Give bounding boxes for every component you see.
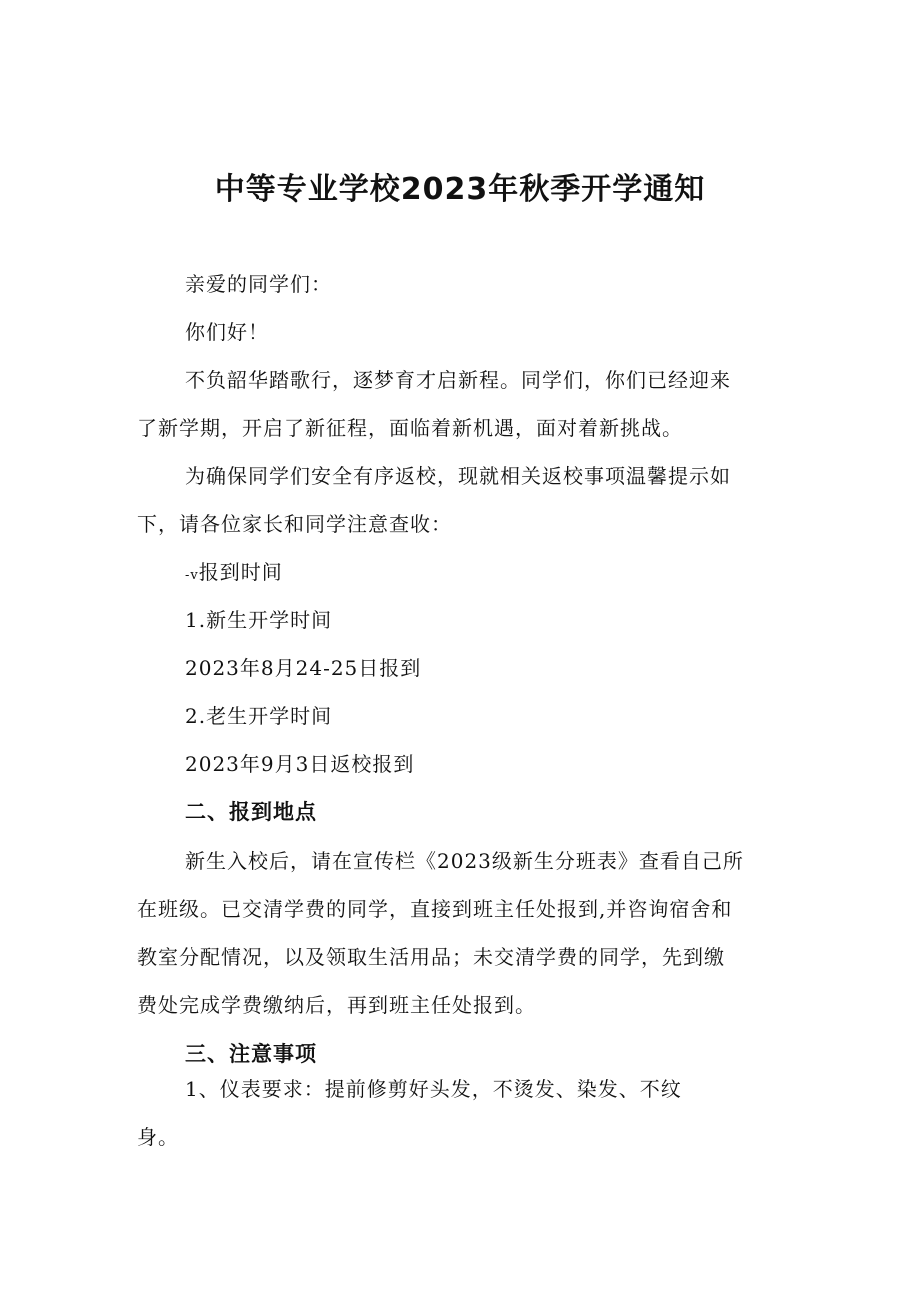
paragraph-1-line-2: 了新学期，开启了新征程，面临着新机遇，面对着新挑战。 — [137, 416, 683, 440]
section-2-line-4: 费处完成学费缴纳后，再到班主任处报到。 — [137, 993, 536, 1017]
section-2-line-2: 在班级。已交清学费的同学，直接到班主任处报到,并咨询宿舍和 — [137, 897, 733, 921]
greeting: 亲爱的同学们： — [185, 272, 332, 296]
document-title: 中等专业学校2023年秋季开学通知 — [214, 172, 706, 207]
section-3-item-1-line-1: 1、仪表要求：提前修剪好头发，不烫发、染发、不纹 — [185, 1077, 682, 1101]
paragraph-2-line-2: 下，请各位家长和同学注意查收： — [137, 512, 452, 536]
section-1-heading-text: 报到时间 — [198, 560, 283, 584]
section-2-line-1: 新生入校后，请在宣传栏《2023级新生分班表》查看自己所 — [185, 849, 744, 873]
section-1-item-2-label: 2.老生开学时间 — [185, 704, 333, 728]
section-1-heading — [185, 559, 283, 589]
hello-line: 你们好！ — [185, 320, 269, 344]
section-1-marker: -v — [185, 568, 199, 583]
paragraph-1-line-1: 不负韶华踏歌行，逐梦育才启新程。同学们，你们已经迎来 — [185, 368, 731, 392]
paragraph-2-line-1: 为确保同学们安全有序返校，现就相关返校事项温馨提示如 — [185, 464, 731, 488]
section-3-item-1-line-2: 身。 — [137, 1125, 179, 1149]
section-3-heading: 三、注意事项 — [185, 1042, 317, 1066]
section-1-item-1-label: 1.新生开学时间 — [185, 608, 333, 632]
section-1-item-2-value: 2023年9月3日返校报到 — [185, 752, 415, 776]
section-1-item-1-value: 2023年8月24-25日报到 — [185, 656, 422, 680]
section-2-line-3: 教室分配情况，以及领取生活用品；未交清学费的同学，先到缴 — [137, 945, 725, 969]
section-2-heading: 二、报到地点 — [185, 800, 317, 824]
